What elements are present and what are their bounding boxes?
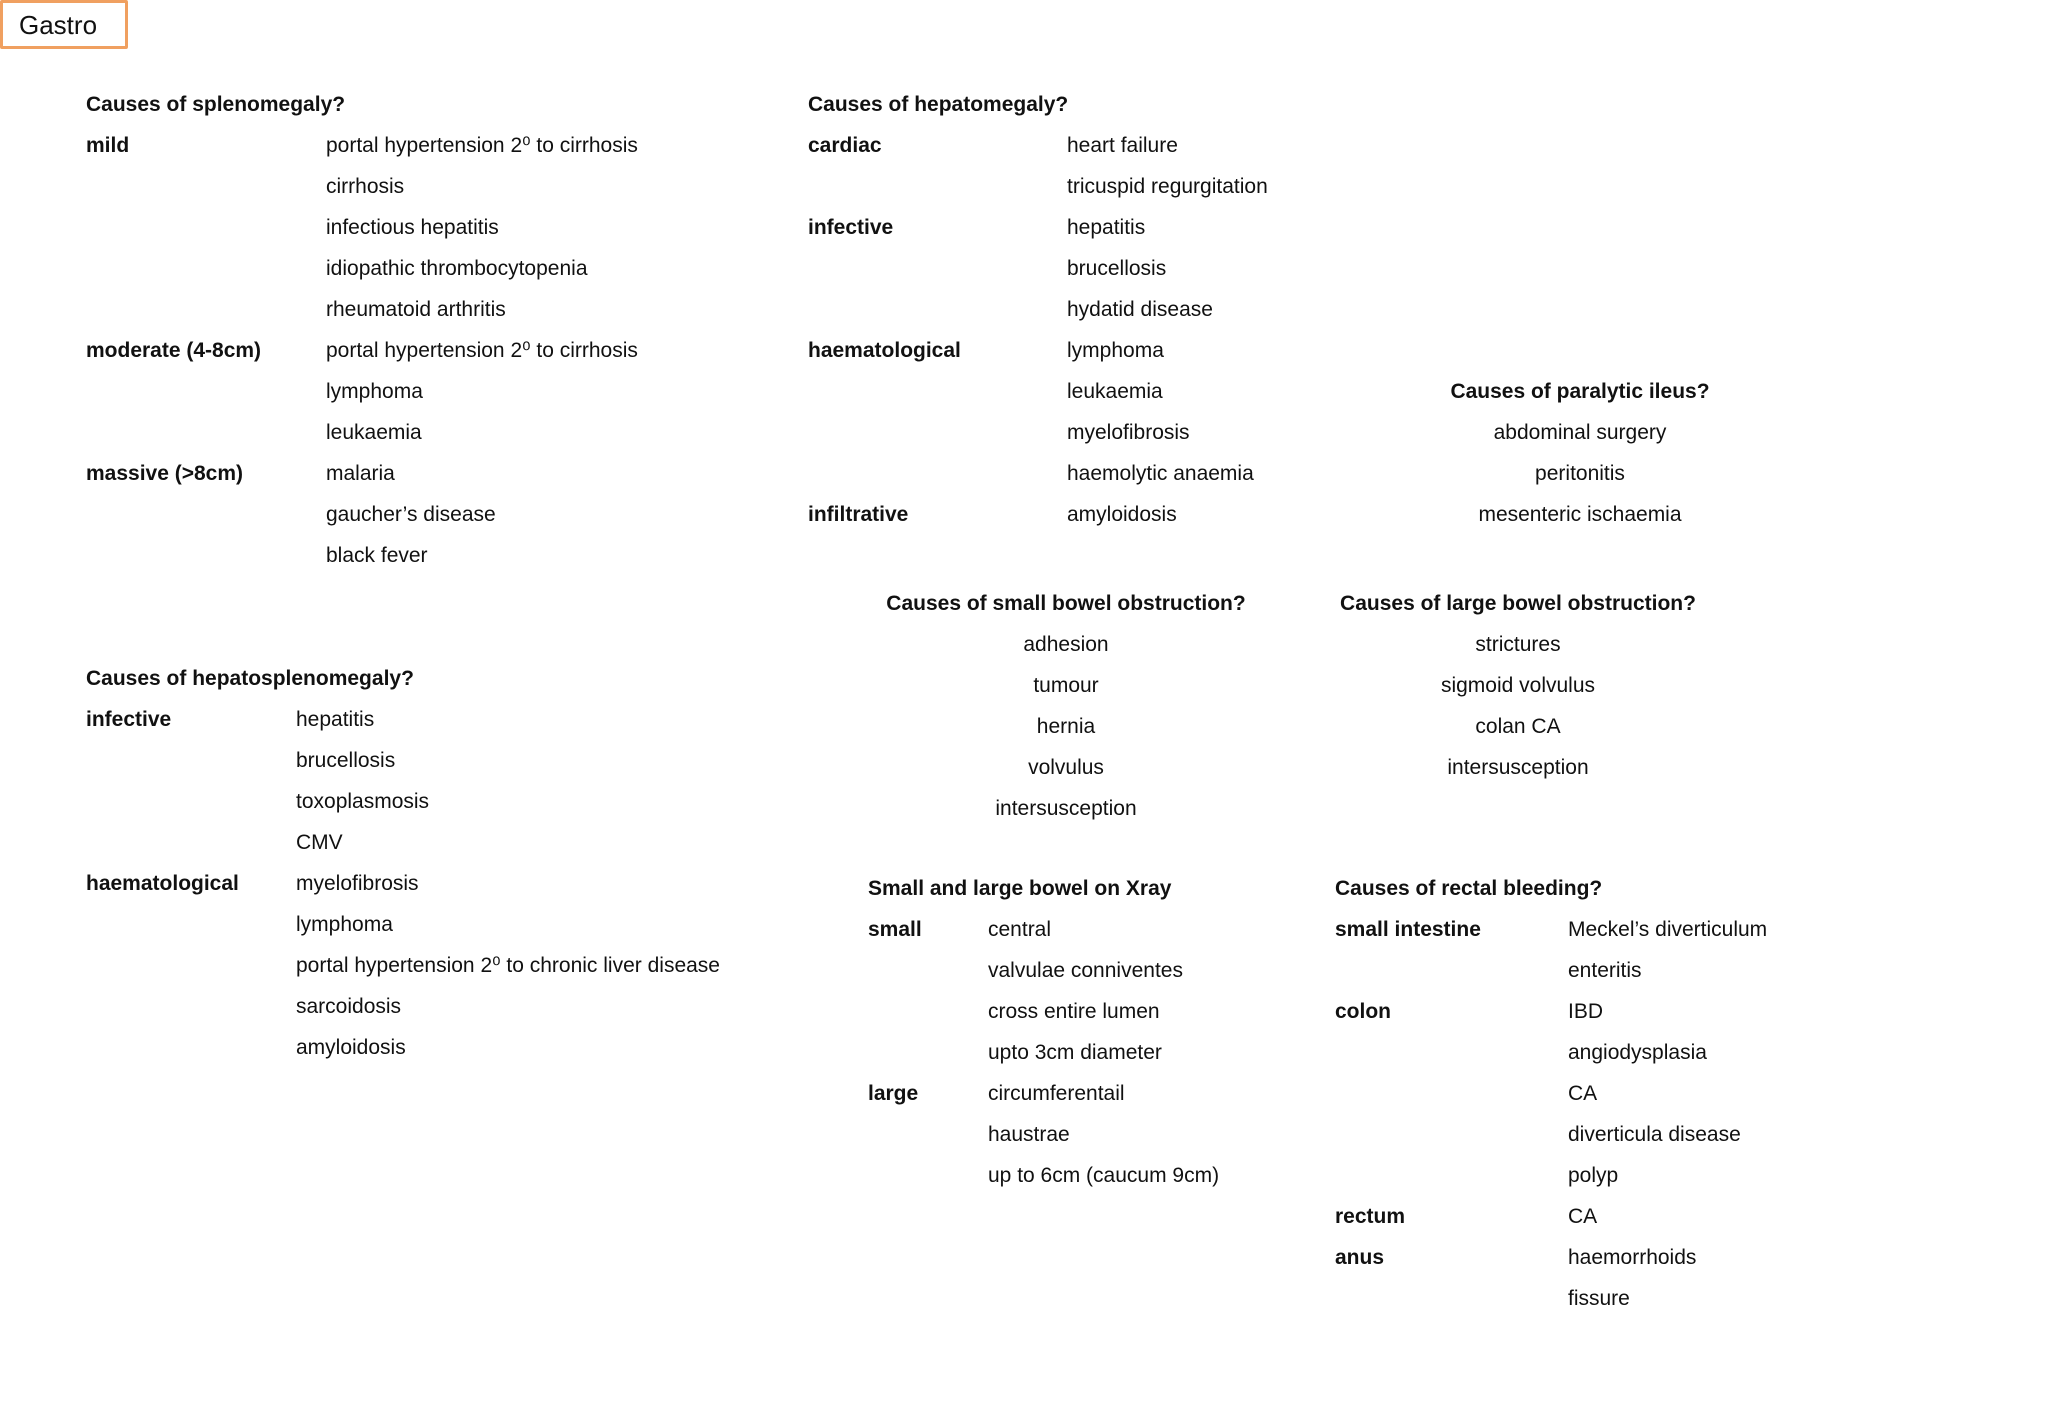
list-item: gaucher’s disease: [326, 503, 496, 526]
list-item: angiodysplasia: [1568, 1041, 1707, 1064]
small-bowel-obstruction-section: [866, 590, 1266, 836]
list-item: hydatid disease: [1067, 298, 1213, 321]
list-item: lymphoma: [326, 380, 423, 403]
group-label: rectum: [1335, 1205, 1406, 1228]
list-item: central: [988, 918, 1052, 941]
group-label: large: [868, 1082, 919, 1105]
group-label: infective: [86, 708, 172, 731]
list-item: cirrhosis: [326, 175, 405, 198]
list-item: polyp: [1568, 1164, 1619, 1187]
section-title: Causes of splenomegaly?: [86, 93, 346, 116]
list-item: leukaemia: [326, 421, 422, 444]
group-label: haematological: [86, 872, 239, 895]
list-item: sigmoid volvulus: [1440, 674, 1596, 697]
list-item: valvulae conniventes: [988, 959, 1183, 982]
group-label: mild: [86, 134, 130, 157]
list-item: black fever: [326, 544, 428, 567]
list-item: portal hypertension 2⁰ to cirrhosis: [326, 134, 638, 157]
list-item: heart failure: [1067, 134, 1178, 157]
group-infective: [86, 706, 720, 870]
group-infective: [808, 214, 1268, 337]
list-item: IBD: [1568, 1000, 1604, 1023]
group-label: massive (>8cm): [86, 462, 244, 485]
group-label: infiltrative: [808, 503, 909, 526]
group-rectum: [1335, 1203, 1767, 1244]
list-item: strictures: [1475, 633, 1561, 656]
group-moderate: [86, 337, 638, 460]
hepatomegaly-section: [808, 91, 1268, 542]
group-label: cardiac: [808, 134, 882, 157]
paralytic-ileus-section: [1380, 378, 1780, 542]
group-haematological: [808, 337, 1268, 501]
list-item: hepatitis: [1067, 216, 1146, 239]
list-item: amyloidosis: [1067, 503, 1177, 526]
bowel-xray-section: [868, 875, 1219, 1203]
section-title: Causes of hepatosplenomegaly?: [86, 667, 414, 690]
list-item: portal hypertension 2⁰ to cirrhosis: [326, 339, 638, 362]
group-anus: [1335, 1244, 1767, 1326]
list-item: volvulus: [1028, 756, 1104, 779]
group-label: moderate (4-8cm): [86, 339, 262, 362]
list-item: idiopathic thrombocytopenia: [326, 257, 588, 280]
list-item: tumour: [1033, 674, 1099, 697]
list-item: brucellosis: [1067, 257, 1167, 280]
list-item: toxoplasmosis: [296, 790, 430, 813]
list-item: fissure: [1568, 1287, 1630, 1310]
list-item: sarcoidosis: [296, 995, 402, 1018]
section-title: Causes of rectal bleeding?: [1335, 877, 1603, 900]
list-item: Meckel’s diverticulum: [1568, 918, 1768, 941]
list-item: malaria: [326, 462, 395, 485]
group-label: infective: [808, 216, 894, 239]
list-item: rheumatoid arthritis: [326, 298, 506, 321]
group-label: colon: [1335, 1000, 1391, 1023]
list-item: enteritis: [1568, 959, 1642, 982]
tab-gastro[interactable]: Gastro: [0, 0, 128, 49]
list-item: lymphoma: [1067, 339, 1164, 362]
list-item: abdominal surgery: [1493, 421, 1667, 444]
rectal-bleeding-section: [1335, 875, 1767, 1326]
list-item: hepatitis: [296, 708, 375, 731]
list-item: lymphoma: [296, 913, 393, 936]
list-item: CA: [1568, 1205, 1598, 1228]
group-massive: [86, 460, 638, 583]
list-item: leukaemia: [1067, 380, 1163, 403]
list-item: myelofibrosis: [1067, 421, 1190, 444]
list-item: cross entire lumen: [988, 1000, 1160, 1023]
group-large: [868, 1080, 1219, 1203]
list-item: intersusception: [995, 797, 1137, 820]
group-haematological: [86, 870, 720, 1075]
list-item: haustrae: [988, 1123, 1070, 1146]
list-item: colan CA: [1475, 715, 1561, 738]
section-title: Causes of paralytic ileus?: [1450, 380, 1710, 403]
list-item: mesenteric ischaemia: [1478, 503, 1682, 526]
list-item: circumferentail: [988, 1082, 1125, 1105]
list-item: hernia: [1036, 715, 1096, 738]
group-colon: [1335, 998, 1767, 1203]
section-title: Causes of small bowel obstruction?: [886, 592, 1246, 615]
group-label: anus: [1335, 1246, 1385, 1269]
list-item: tricuspid regurgitation: [1067, 175, 1268, 198]
list-item: up to 6cm (caucum 9cm): [988, 1164, 1220, 1187]
list-item: peritonitis: [1535, 462, 1625, 485]
group-label: small: [868, 918, 922, 941]
group-cardiac: [808, 132, 1268, 214]
list-item: infectious hepatitis: [326, 216, 499, 239]
list-item: amyloidosis: [296, 1036, 406, 1059]
list-item: diverticula disease: [1568, 1123, 1741, 1146]
list-item: myelofibrosis: [296, 872, 419, 895]
group-label: haematological: [808, 339, 961, 362]
list-item: haemorrhoids: [1568, 1246, 1697, 1269]
list-item: brucellosis: [296, 749, 396, 772]
list-item: upto 3cm diameter: [988, 1041, 1162, 1064]
large-bowel-obstruction-section: [1318, 590, 1718, 795]
list-item: portal hypertension 2⁰ to chronic liver disease: [296, 954, 720, 977]
list-item: CA: [1568, 1082, 1598, 1105]
group-mild: [86, 132, 638, 337]
list-item: adhesion: [1023, 633, 1109, 656]
group-small-intestine: [1335, 916, 1767, 998]
list-item: CMV: [296, 831, 343, 854]
hepatosplenomegaly-section: [86, 665, 720, 1075]
section-title: Causes of hepatomegaly?: [808, 93, 1069, 116]
list-item: intersusception: [1447, 756, 1589, 779]
group-infiltrative: [808, 501, 1268, 542]
section-title: Small and large bowel on Xray: [868, 877, 1172, 900]
splenomegaly-section: [86, 91, 638, 583]
group-label: small intestine: [1335, 918, 1481, 941]
group-small: [868, 916, 1219, 1080]
section-title: Causes of large bowel obstruction?: [1340, 592, 1696, 615]
list-item: haemolytic anaemia: [1067, 462, 1254, 485]
